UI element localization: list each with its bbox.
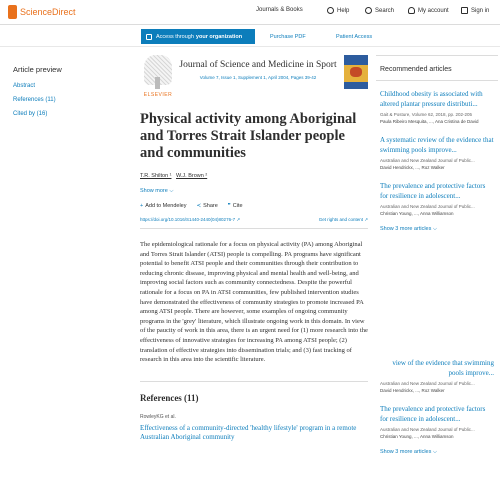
brand-name: ScienceDirect [20,7,76,17]
show-more-articles-button[interactable]: Show 3 more articles ⌵ [380,449,438,455]
recommended-authors: Christian Young, ..., Anna Williamson [380,211,454,216]
journals-books-label: Journals & Books [256,7,303,13]
recommended-title-link[interactable]: A systematic review of the evidence that swimming pools improve... [380,136,494,154]
references-heading: References (11) [140,381,368,403]
access-bar [0,25,500,47]
cite-button[interactable] [228,203,243,209]
article-actions [140,203,368,209]
sidebar-item-abstract[interactable]: Abstract [13,83,36,89]
author-link[interactable]: W.J. Brown ² [176,173,208,179]
share-button[interactable] [197,203,218,209]
journal-info [176,55,340,105]
recommended-authors: Paula Ribeiro Mesquita, ..., Ana Cristina de David [380,119,479,124]
my-account-link[interactable] [408,7,449,14]
quote-icon: ❞ [227,203,231,209]
recommended-articles-sidebar [376,55,500,456]
search-link[interactable] [365,7,394,14]
author-list [140,173,368,179]
my-account-label: My account [418,7,449,14]
reference-authors: RowleyKG et al. [140,413,176,420]
journal-cover-image[interactable] [344,55,368,89]
journal-issue-link[interactable]: Volume 7, Issue 1, Supplement 1, April 2004, Pages 39-42 [199,75,317,80]
purchase-pdf-link[interactable]: Purchase PDF [270,34,306,40]
recommended-authors: David Hendrickx, ..., Roz Walker [380,165,445,170]
rights-link[interactable]: Get rights and content ↗ [318,217,368,222]
sign-in-label: Sign in [471,7,490,14]
help-link[interactable] [327,7,349,14]
sidebar-item-references[interactable]: References (11) [13,97,56,103]
sign-in-link[interactable] [461,7,489,14]
recommended-item [376,136,494,170]
recommended-source: Australian and New Zealand Journal of Public... [380,381,475,386]
institution-icon [461,7,468,14]
show-more-articles-button[interactable]: Show 3 more articles ⌵ [380,226,438,232]
article-title: Physical activity among Aboriginal and Torres Strait Islander people and communities [140,111,357,161]
elsevier-wordmark: ELSEVIER [143,92,173,98]
top-navigation-bar [0,0,500,25]
reference-title-link[interactable]: Effectiveness of a community-directed 'healthy lifestyle' program in a remote Australian Aboriginal community [140,423,357,442]
recommended-heading: Recommended articles [376,55,498,81]
add-to-mendeley-button[interactable] [140,203,187,209]
recommended-authors: David Hendrickx, ..., Roz Walker [380,388,445,393]
recommended-source: Australian and New Zealand Journal of Public... [380,158,475,163]
access-prefix: Access through [156,33,194,40]
article-outline-sidebar [13,65,103,125]
search-icon [365,7,372,14]
share-label: Share [203,203,218,209]
abstract-text: The epidemiological rationale for a focus on physical activity (PA) among Aboriginal and Torres Strait Islander (ATSI) people is compelling. PA programs have significant potential to benefit ATSI people and their communities through their contribution to reducing chronic disease, improving physical and mental health and well-being, and improving social factors such as community connectedness. Despite the powerful rationale for a focus on PA in ATSI communities, few published intervention studies have demonstrated the effectiveness of community strategies to promote increased PA among ATSI people. There are however, some examples of ongoing community programs in the 'grey' literature, which illustrate ongoing work in this domain. In view of the paucity of work in this area, there is an urgent need for (1) more research into the effectiveness of innovative strategies for increasing PA among ATSI people; (2) translation of effective strategies into dissemination trials; and (3) fast tracking of research in this area into the scientific literature. [140,241,368,364]
author-link[interactable]: T.R. Shilton ¹ [140,173,172,179]
recommended-title-link[interactable]: Childhood obesity is associated with altered plantar pressure distributi... [380,90,483,108]
account-icon [408,7,415,14]
recommended-authors: Christian Young, ..., Anna Williamson [380,434,454,439]
add-to-mendeley-label: Add to Mendeley [145,203,187,209]
recommended-title-link[interactable]: view of the evidence that swimming pools improve... [392,359,494,377]
doi-row [140,217,368,229]
journal-title-link[interactable]: Journal of Science and Medicine in Sport [179,60,337,70]
recommended-source: Australian and New Zealand Journal of Public... [380,204,475,209]
recommended-source: Australian and New Zealand Journal of Public... [380,427,475,432]
search-label: Search [375,7,395,14]
help-label: Help [337,7,350,14]
elsevier-mark-icon [8,5,17,19]
recommended-title-link[interactable]: The prevalence and protective factors for resilience in adolescent... [380,405,486,423]
recommended-item [376,182,494,216]
patient-access-link[interactable]: Patient Access [336,34,373,40]
show-more-authors-button[interactable]: Show more ⌵ [140,188,174,194]
help-icon [327,7,334,14]
sciencedirect-logo[interactable] [8,5,76,19]
doi-link[interactable]: https://doi.org/10.1016/S1440-2440(04)80276-7 ↗ [140,217,241,222]
elsevier-logo[interactable] [140,55,176,101]
recommended-source: Gait & Posture, Volume 62, 2018, pp. 202-205 [380,112,473,117]
cite-label: Cite [232,203,243,209]
share-icon: ≺ [196,203,202,209]
article-main [140,55,368,443]
recommended-title-link[interactable]: The prevalence and protective factors for resilience in adolescent... [380,182,486,200]
access-through-organization-button[interactable] [141,29,255,44]
sidebar-item-cited-by[interactable]: Cited by (16) [13,111,48,117]
recommended-item [376,405,494,439]
journals-books-link[interactable] [256,7,303,13]
recommended-item [376,359,494,393]
recommended-item [376,90,494,124]
sidebar-title: Article preview [13,65,62,74]
elsevier-trunk-icon [155,77,160,89]
journal-header [140,55,368,105]
institution-icon [146,34,152,40]
access-org: your organization [195,33,243,40]
plus-icon: + [140,203,144,209]
